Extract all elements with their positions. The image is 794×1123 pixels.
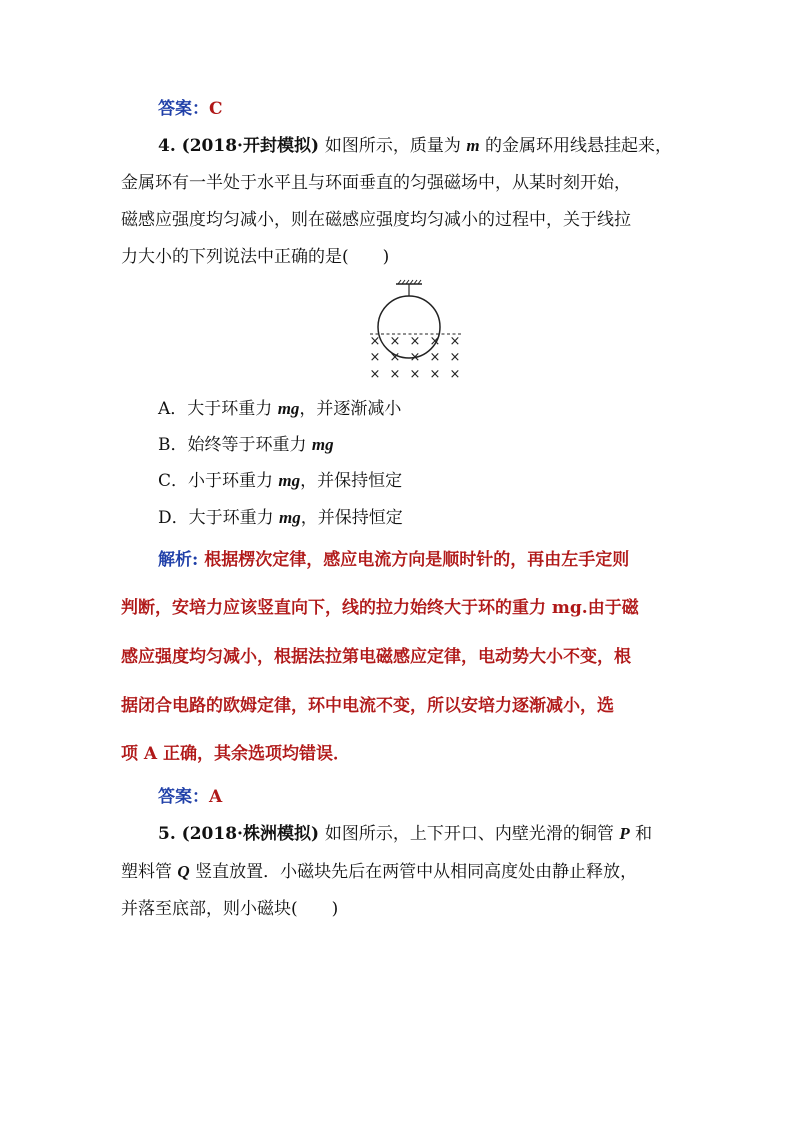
- q5-number: 5. (2018·株洲模拟): [158, 824, 325, 844]
- option-d: [158, 507, 403, 529]
- option-c-post: ，并保持恒定: [300, 471, 403, 491]
- option-c-key: C．: [158, 471, 189, 491]
- option-b: [158, 434, 334, 456]
- field-mark: ×: [369, 334, 381, 349]
- explanation-line-3: 感应强度均匀减小，根据法拉第电磁感应定律，电动势大小不变，根: [121, 647, 631, 667]
- option-c-pre: 小于环重力: [188, 471, 279, 491]
- field-mark: ×: [449, 334, 461, 349]
- field-mark: ×: [409, 367, 421, 382]
- option-d-key: D．: [158, 508, 189, 528]
- answer-value: A: [209, 787, 223, 807]
- option-b-var: mg: [311, 435, 334, 454]
- magnetic-field-marks: [370, 334, 461, 382]
- q5-text-1a: 如图所示，上下开口、内壁光滑的铜管: [324, 824, 620, 844]
- q5-text-2b: 竖直放置．小磁块先后在两管中从相同高度处由静止释放，: [189, 862, 638, 882]
- field-mark: ×: [409, 350, 421, 365]
- explanation-line-4: 据闭合电路的欧姆定律，环中电流不变，所以安培力逐渐减小，选: [121, 696, 614, 716]
- answer-prev: [158, 98, 223, 120]
- q5-text-2a: 塑料管: [121, 862, 178, 882]
- field-mark: ×: [409, 334, 421, 349]
- option-c: [158, 470, 402, 492]
- option-a: [158, 398, 401, 420]
- explanation-line-1: [158, 549, 629, 571]
- answer-value: C: [209, 99, 223, 119]
- field-mark: ×: [389, 334, 401, 349]
- field-mark: ×: [429, 350, 441, 365]
- q5-var-q: Q: [177, 862, 190, 881]
- field-mark: ×: [429, 334, 441, 349]
- q4-line-2: 金属环有一半处于水平且与环面垂直的匀强磁场中，从某时刻开始，: [121, 173, 631, 193]
- option-a-var: mg: [277, 399, 300, 418]
- field-mark: ×: [449, 367, 461, 382]
- ring-magnetic-field-diagram: [362, 278, 472, 384]
- ceiling-support: [396, 280, 422, 284]
- answer-q4: [158, 786, 222, 808]
- explanation-text-1: 根据楞次定律，感应电流方向是顺时针的，再由左手定则: [198, 550, 630, 570]
- field-mark: ×: [369, 350, 381, 365]
- q4-line-4: 力大小的下列说法中正确的是( ): [121, 247, 390, 267]
- option-d-var: mg: [279, 508, 301, 527]
- q4-line-3: 磁感应强度均匀减小，则在磁感应强度均匀减小的过程中，关于线拉: [121, 210, 631, 230]
- answer-label: 答案：: [158, 787, 209, 807]
- option-b-pre: 始终等于环重力: [187, 435, 312, 455]
- field-mark: ×: [449, 350, 461, 365]
- q4-var-m: m: [466, 136, 480, 155]
- option-d-pre: 大于环重力: [188, 508, 280, 528]
- q4-number: 4. (2018·开封模拟): [158, 136, 325, 156]
- option-d-post: ，并保持恒定: [300, 508, 403, 528]
- q4-text-1a: 如图所示，质量为: [324, 136, 467, 156]
- answer-label: 答案：: [158, 99, 209, 119]
- option-a-pre: 大于环重力: [187, 399, 278, 419]
- field-mark: ×: [369, 367, 381, 382]
- explanation-line-2: 判断，安培力应该竖直向下，线的拉力始终大于环的重力 mg.由于磁: [121, 598, 639, 618]
- option-c-var: mg: [278, 471, 301, 490]
- option-a-post: ，并逐渐减小: [299, 399, 402, 419]
- explanation-line-5: 项 A 正确，其余选项均错误．: [121, 744, 351, 764]
- option-a-key: A．: [158, 399, 188, 419]
- explanation-label: 解析:: [158, 550, 199, 570]
- q5-var-p: P: [619, 824, 630, 843]
- q4-line-1: [158, 135, 672, 157]
- q5-text-1b: 和: [629, 824, 653, 844]
- field-mark: ×: [389, 367, 401, 382]
- q5-line-1: [158, 823, 652, 845]
- field-mark: ×: [429, 367, 441, 382]
- field-mark: ×: [389, 350, 401, 365]
- q5-line-3: 并落至底部，则小磁块( ): [121, 899, 339, 919]
- q5-line-2: [121, 861, 637, 883]
- option-b-key: B．: [158, 435, 188, 455]
- q4-text-1b: 的金属环用线悬挂起来，: [479, 136, 672, 156]
